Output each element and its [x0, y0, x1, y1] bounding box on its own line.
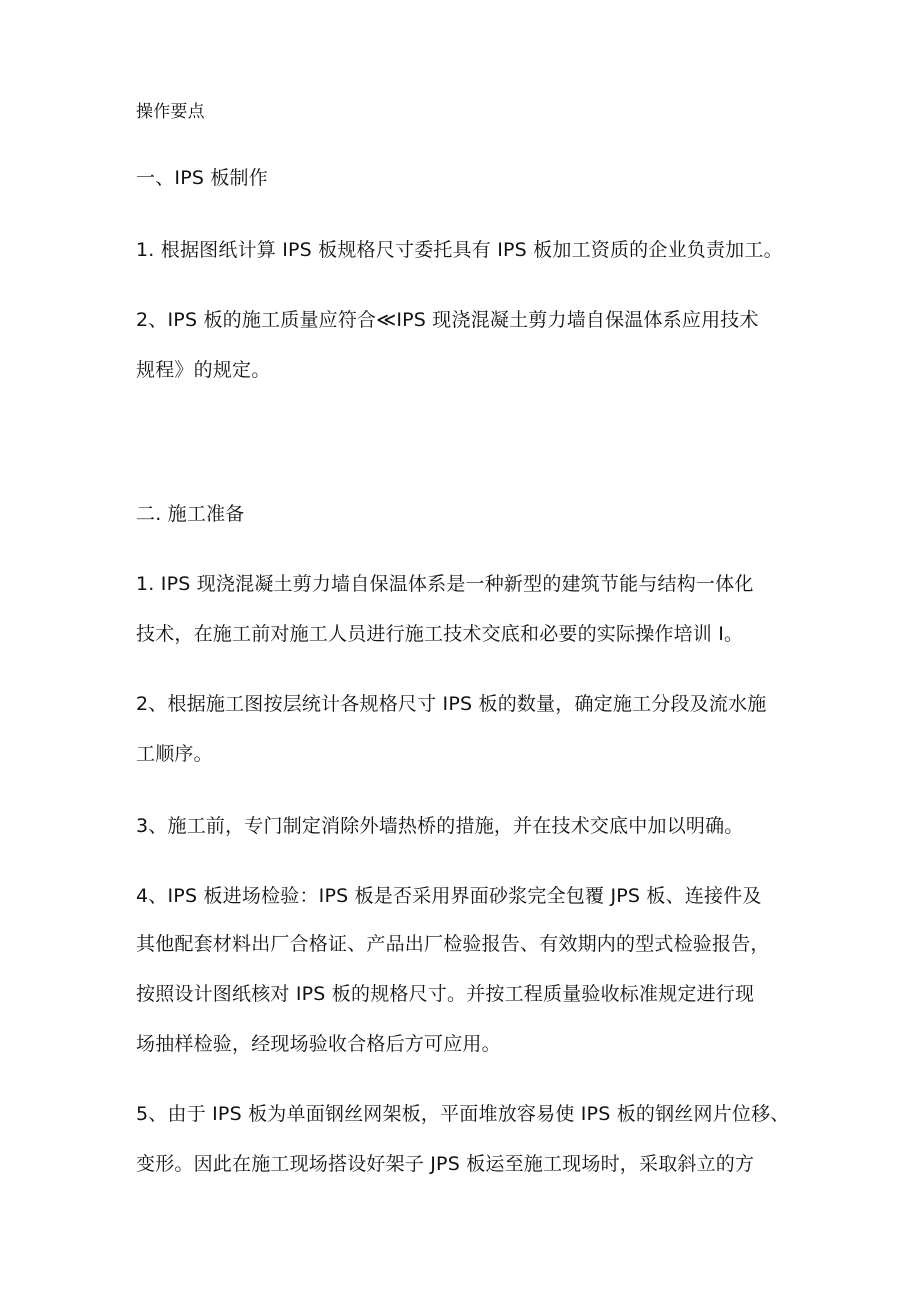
paragraph-2-5-line-2: 变形。因此在施工现场搭设好架子 JPS 板运至施工现场时，采取斜立的方	[136, 1153, 755, 1175]
paragraph-2-4-line-4: 场抽样检验，经现场验收合格后方可应用。	[136, 1033, 501, 1055]
paragraph-2-2-line-2: 工顺序。	[136, 743, 213, 765]
paragraph-2-5-line-1: 5、由于 IPS 板为单面钢丝网架板，平面堆放容易使 IPS 板的钢丝网片位移、	[136, 1103, 790, 1125]
paragraph-2-4-line-1: 4、IPS 板进场检验：IPS 板是否采用界面砂浆完全包覆 JPS 板、连接件及	[136, 885, 762, 907]
paragraph-1-2-line-1: 2、IPS 板的施工质量应符合≪IPS 现浇混凝土剪力墙自保温体系应用技术	[136, 309, 759, 331]
section-heading-ips-board-production: 一、IPS 板制作	[136, 167, 268, 189]
paragraph-1-2-line-2: 规程》的规定。	[136, 359, 271, 381]
document-title: 操作要点	[136, 102, 205, 122]
section-heading-construction-preparation: 二. 施工准备	[136, 503, 245, 525]
paragraph-1-1: 1. 根据图纸计算 IPS 板规格尺寸委托具有 IPS 板加工资质的企业负责加工。	[136, 239, 783, 261]
paragraph-2-1-line-1: 1. IPS 现浇混凝土剪力墙自保温体系是一种新型的建筑节能与结构一体化	[136, 573, 754, 595]
paragraph-2-2-line-1: 2、根据施工图按层统计各规格尺寸 IPS 板的数量，确定施工分段及流水施	[136, 693, 767, 715]
paragraph-2-4-line-3: 按照设计图纸核对 IPS 板的规格尺寸。并按工程质量验收标准规定进行现	[136, 983, 755, 1005]
paragraph-2-3: 3、施工前，专门制定消除外墙热桥的措施，并在技术交底中加以明确。	[136, 815, 744, 837]
paragraph-2-1-line-2: 技术，在施工前对施工人员进行施工技术交底和必要的实际操作培训 I。	[136, 623, 744, 645]
paragraph-2-4-line-2: 其他配套材料出厂合格证、产品出厂检验报告、有效期内的型式检验报告，	[136, 933, 770, 955]
